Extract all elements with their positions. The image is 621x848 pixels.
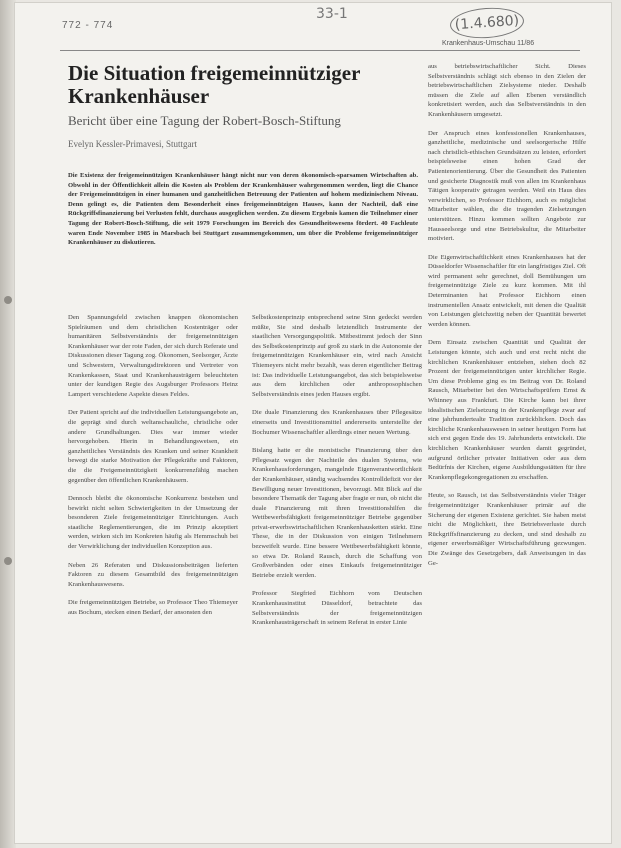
- paragraph: Die freigemeinnützigen Betriebe, so Professor Theo Thiemeyer aus Bochum, stecken einen Bedarf, der ansonsten den: [68, 599, 238, 617]
- paragraph: Der Patient spricht auf die individuellen Leistungsangebote an, die geprägt sind durch weltanschauliche, christliche oder andere Grundhaltungen. Dies war immer wieder hervorgehoben. Hierin in Behandlungsweisen, ein ganzheitliches Verständnis des Kranken und seiner Krankheit bewegt die starke Motivation der Pflegekräfte und Faktoren, die die Freigemeinnützigkeit konkurrenzfähig machen gegenüber den öffentlichen Krankenhäusern.: [68, 409, 238, 484]
- paragraph: Professor Siegfried Eichhorn vom Deutschen Krankenhausinstitut Düsseldorf, betrachtete das Selbstverständnis der freigemeinnützigen Krankenhausträgerschaft in seinem Referat in erster Linie: [252, 590, 422, 627]
- paragraph: Die Eigenwirtschaftlichkeit eines Krankenhauses hat der Düsseldorfer Wissenschaftler für ein langfristiges Ziel. Oft wird permanent sehr gerechnet, doll Bemühungen um freigemeinnützige Ziele zu kurz kommen. Mit ihl Determinanten hat Professor Eichhorn einen instrumentellen Ansatz entwickelt, mit denen die Qualität von Leistungen gleichzeitig neben der Quantität bewertet werden können.: [428, 253, 586, 328]
- article-title: Die Situation freigemeinnütziger Krankenhäuser: [68, 61, 361, 108]
- paragraph: Dennoch bleibt die ökonomische Konkurrenz bestehen und bewirkt nicht selten Schwierigkeiten in der Umsetzung der besonderen Ziele freigemeinnütziger Einrichtungen. Auch staatliche Reglementierungen, die im Prinzip akzeptiert werden, wirken sich im Konkreten häufig als Hemmschuh bei der Verwirklichung der individuellen Konzeption aus.: [68, 495, 238, 551]
- article-subtitle: Bericht über eine Tagung der Robert-Bosch-Stiftung: [68, 113, 341, 128]
- text-column-1: [68, 313, 238, 627]
- article-author: Evelyn Kessler-Primavesi, Stuttgart: [68, 139, 198, 149]
- paragraph: aus betriebswirtschaftlicher Sicht. Dieses Selbstverständnis schlägt sich ebenso in den Zielen der betriebswirtschaftlichen Zielsysteme nieder. Deshalb müssen die Ziele auf allen Ebenen verständlich konkretisiert werden, auch das Selbstverständnis in den Krankenhäusern umgesetzt.: [428, 63, 586, 118]
- paragraph: Die duale Finanzierung des Krankenhauses über Pflegesätze einerseits und Investitionsmittel andererseits unterstellte der Bochumer Wissenschaftler allerdings einer neuen Wertung.: [252, 409, 422, 436]
- punch-hole: [4, 557, 12, 565]
- paragraph: Dem Einsatz zwischen Quantität und Qualität der Leistungen könnte, sich auch und erst recht nicht die kirchlichen Krankenhäuser entziehen, stehen doch 82 Prozent der freigemeinnützigen unter kirchlicher Regie. Um diese Probleme ging es im Beitrag von Dr. Roland Rausch, Mitarbeiter bei den Wirtschaftsprüfern Ernst & Whinney aus Frankfurt. Die Kirche kann bei ihrer idealistischen Zielsetzung in der Krankenpflege zwar auf eine jahrhundertealte Tradition zurückblicken. Doch das kirchliche Krankenhauswesen in seiner heutigen Form hat sich erst gegen Ende des 19. Jahrhunderts entwickelt. Die kirchlichen Krankenhäuser wurden damit gegründet, aufgrund örtlicher privater Initiativen oder aus dem Bedürfnis der Kirchen, eigene Ausbildungsstätten für ihre Krankenpflegekongregationen zu erschaffen.: [428, 339, 586, 481]
- paragraph: Bislang hatte er die monistische Finanzierung über den Pflegesatz wegen der Nachteile des dualen Systems, wie Krankenhausforderungen, mangelnde Eigenverantwortlichkeit der Krankenhäuser, ständig wachsendes Kontrolldefizit vor der Bewilligung neuer Investitionen, bevorzugt. Mit Blick auf die besondere Thematik der Tagung aber fragte er nun, ob nicht die duale Finanzierung mit ihren Investitionshilfen die Wettbewerbsfähigkeit freigemeinnütziger Betriebe gegenüber privat-erwerbswirtschaftlichen Krankenhausketten stärkt. Eine These, die in der Diskussion von einigen Teilnehmern bezweifelt wurde. Eine bessere Wettbewerbsfähigkeit könnte, so etwa Dr. Roland Rausch, durch die Schaffung von Großverbänden oder eines Einkaufs freigemeinnütziger Betriebe erzielt werden.: [252, 447, 422, 579]
- paragraph: Der Anspruch eines konfessionellen Krankenhauses, ganzheitliche, medizinische und seelsorgerische Hilfe nach christlich-ethischen Grundsätzen zu leisten, erfordert beispielsweise einen hohen Grad der Patientenorientierung. Über die Gesundheit des Patienten und gesicherte Diagnostik muß von allen im Krankenhaus Tätigen kooperativ getragen werden. Weil ein Haus dies verwirklichen, so Professor Eichhorn, auch es möglichst Mitarbeiter wählen, die die tragenden Zielsetzungen unterstützen. Hinzu kommen sollten Angebote zur Hausseelsorge und eine Betriebskultur, die Mitarbeiter motiviert.: [428, 129, 586, 243]
- handwritten-number: 33-1: [316, 6, 348, 22]
- punch-hole: [4, 296, 12, 304]
- text-column-2: [252, 313, 422, 637]
- article-lead: Die Existenz der freigemeinnützigen Krankenhäuser hängt nicht nur von deren ökonomisch-sparsamen Wirtschaften ab. Obwohl in der Öffentlichkeit allein die Kosten als Problem der Krankenhäuser wahrgenommen werden, liegt die Chance der Freigemeinnützigen in einer humanen und ganzheitlichen Betreuung der Patienten auf hohem medizinischem Niveau. Denn gelingt es, die Patienten dem Besonderheit eines freigemeinnützigen Hauses, kann der Nachteil, daß eine Rückgriffsfinanzierung bei Verlusten fehlt, durchaus ausgeglichen werden. Zu diesem Ergebnis kamen die Teilnehmer einer Tagung der Robert-Bosch-Stiftung, die seit 1979 Forschungen im Bereich des Gesundheitswesens fördert. 40 Fachleute waren Ende November 1985 in Marsbach bei Stuttgart zusammengekommen, um über die Probleme freigemeinnütziger Krankenhäuser zu diskutieren.: [68, 172, 418, 247]
- journal-reference: Krankenhaus-Umschau 11/86: [442, 40, 535, 47]
- header-divider: [60, 50, 580, 51]
- paragraph: Selbstkostenprinzip entsprechend seine Sinn gedeckt werden müßte, Sie sind deshalb letztendlich Instrumente der staatlichen Versorgungspolitik. Mitbestimmt jedoch der Sinn des Selbstkostenprinzip auf groß zu stark in die Autonomie der freigemeinnützigen Krankenhäuser ein, wird nach Ansicht Thiemeyers nicht mehr bezahlt, was deren eigentlicher Beitrag ist: Das individuelle Leistungsangebot, das sich beispielsweise aus dem kirchlichen oder anthroposophischen Selbstverständnis eines jeden Hauses ergibt.: [252, 314, 422, 398]
- page-reference: 772 - 774: [62, 20, 114, 31]
- paragraph: Heute, so Rausch, ist das Selbstverständnis vieler Träger freigemeinnütziger Krankenhäuser primär auf die Sicherung der eigenen Existenz gerichtet. Sie haben meist nicht die Möglichkeit, ihre Betriebsverluste durch Rückgriffsfinanzierung zu decken, und sind deshalb zu eigener erwerbsmäßiger Wirtschaftsführung gezwungen. Die Zwänge des Gesetzgebers, daß Anweisungen in das Ge-: [428, 492, 586, 567]
- archive-stamp: (1.4.680): [449, 5, 525, 40]
- text-column-3: [428, 62, 586, 577]
- paragraph: Neben 26 Referaten und Diskussionsbeiträgen lieferten Faktoren zu diesem Gesamtbild des freigemeinnützigen Krankenhauswesens.: [68, 561, 238, 588]
- paragraph: Den Spannungsfeld zwischen knappen ökonomischen Spielräumen und dem christlichen Kostenträger oder humanitären Selbstverständnis der freigemeinnützigen Krankenhäuser war der rote Faden, der sich durch Referate und Diskussionen dieser Tagung zog. Ökonomen, Seelsorger, Ärzte und Schwestern, Verwaltungsdirektoren und Vertreter von Krankenkassen, Staat und Krankenhausträgern beleuchteten unter der kundigen Regie des Augsburger Professors Heinz Lampert verschiedene Aspekte dieses Feldes.: [68, 314, 238, 398]
